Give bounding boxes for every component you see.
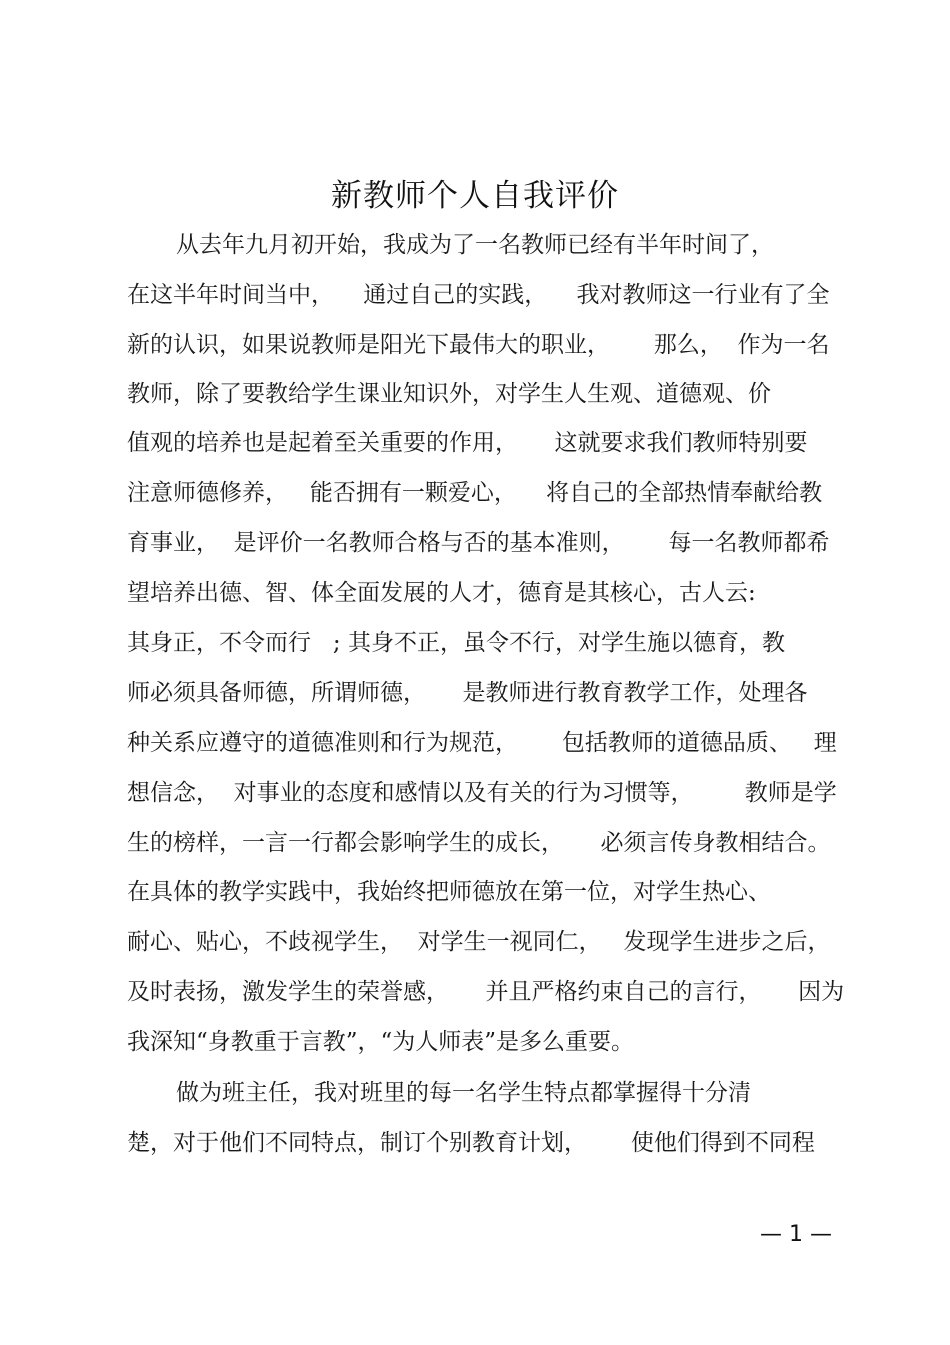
text-line: 做为班主任，我对班里的每一名学生特点都掌握得十分清 xyxy=(176,1080,751,1106)
text-line: 师必须具备师德，所谓师德， 是教师进行教育教学工作，处理各 xyxy=(127,680,808,706)
text-line: 我深知“身教重于言教”，“为人师表”是多么重要。 xyxy=(127,1029,635,1055)
text-line: 在具体的教学实践中，我始终把师德放在第一位，对学生热心、 xyxy=(127,879,771,905)
page-number: — 1 — xyxy=(760,1222,832,1247)
text-line: 在这半年时间当中， 通过自己的实践， 我对教师这一行业有了全 xyxy=(127,282,830,308)
text-line: 教师，除了要教给学生课业知识外，对学生人生观、道德观、价 xyxy=(127,381,771,407)
text-line: 从去年九月初开始，我成为了一名教师已经有半年时间了， xyxy=(176,232,774,258)
text-line: 注意师德修养， 能否拥有一颗爱心， 将自己的全部热情奉献给教 xyxy=(127,480,823,506)
text-line: 种关系应遵守的道德准则和行为规范， 包括教师的道德品质、 理 xyxy=(127,730,837,756)
text-line: 楚，对于他们不同特点，制订个别教育计划， 使他们得到不同程 xyxy=(127,1130,815,1156)
text-line: 耐心、贴心，不歧视学生， 对学生一视同仁， 发现学生进步之后， xyxy=(127,929,831,955)
text-line: 育事业， 是评价一名教师合格与否的基本准则， 每一名教师都希 xyxy=(127,530,830,556)
text-line: 生的榜样，一言一行都会影响学生的成长， 必须言传身教相结合。 xyxy=(127,830,831,856)
text-line: 及时表扬，激发学生的荣誉感， 并且严格约束自己的言行， 因为 xyxy=(127,979,845,1005)
text-line: 值观的培养也是起着至关重要的作用， 这就要求我们教师特别要 xyxy=(127,430,808,456)
text-line: 其身正，不令而行 ; 其身不正，虽令不行，对学生施以德育，教 xyxy=(127,630,785,656)
document-title: 新教师个人自我评价 xyxy=(331,178,619,214)
text-line: 新的认识，如果说教师是阳光下最伟大的职业， 那么， 作为一名 xyxy=(127,332,830,358)
text-line: 望培养出德、智、体全面发展的人才，德育是其核心，古人云: xyxy=(127,580,756,606)
text-line: 想信念， 对事业的态度和感情以及有关的行为习惯等， 教师是学 xyxy=(127,780,837,806)
